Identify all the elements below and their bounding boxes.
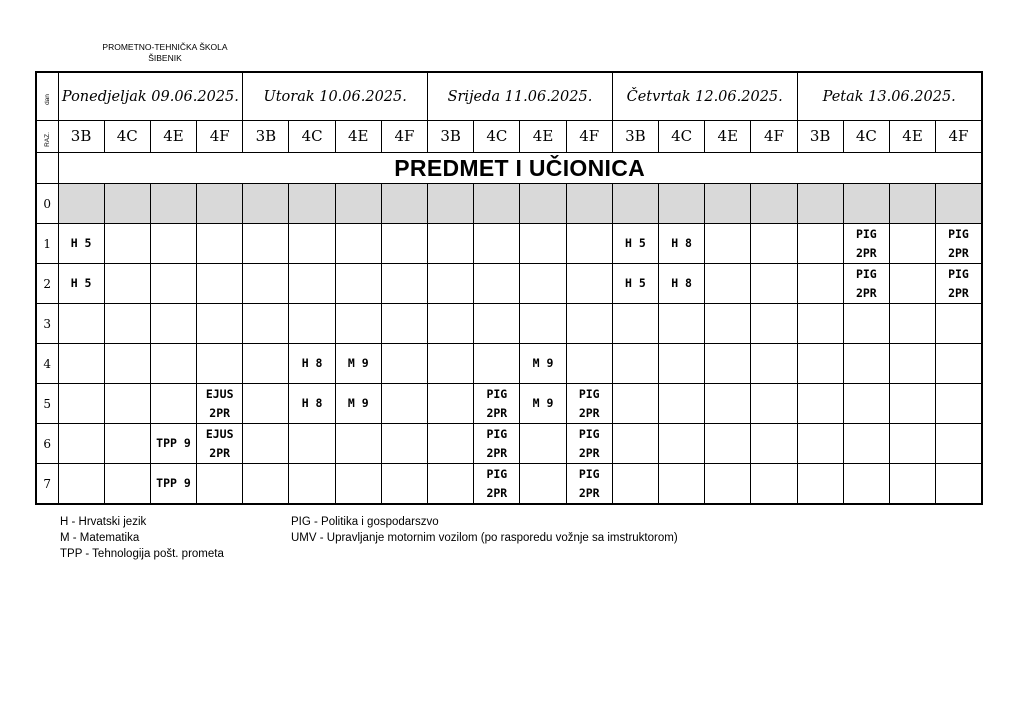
lesson-entry: TPP 9	[156, 436, 191, 450]
lesson-entry: H 5	[70, 276, 92, 290]
lesson-entry: PIG 2PR	[578, 386, 600, 420]
schedule-cell	[381, 384, 427, 424]
schedule-cell	[58, 464, 104, 505]
schedule-cell	[566, 424, 612, 464]
schedule-cell	[58, 304, 104, 344]
legend-item: TPP - Tehnologija pošt. prometa	[60, 548, 224, 560]
lesson-entry: PIG 2PR	[486, 466, 508, 500]
class-name: 4C	[855, 127, 877, 145]
title-row	[36, 153, 982, 184]
schedule-cell	[150, 384, 196, 424]
period-row	[36, 184, 982, 224]
class-name: 4C	[486, 127, 508, 145]
day-name: Srijeda 11.06.2025.	[447, 88, 593, 105]
schedule-cell	[843, 464, 889, 505]
schedule-cell	[659, 424, 705, 464]
schedule-cell	[58, 264, 104, 304]
lesson-entry: M 9	[347, 356, 369, 370]
schedule-cell	[243, 344, 289, 384]
schedule-cell	[243, 304, 289, 344]
schedule-cell	[612, 384, 658, 424]
schedule-cell	[474, 224, 520, 264]
lesson-entry: M 9	[532, 396, 554, 410]
schedule-cell	[104, 424, 150, 464]
period-number-cell	[36, 224, 58, 264]
schedule-cell	[659, 184, 705, 224]
schedule-cell	[520, 424, 566, 464]
lesson-entry: PIG 2PR	[855, 226, 877, 260]
schedule-cell	[335, 384, 381, 424]
class-name: 4C	[116, 127, 138, 145]
schedule-cell	[751, 464, 797, 505]
school-name: PROMETNO-TEHNIČKA ŠKOLA	[102, 42, 228, 52]
schedule-cell	[104, 464, 150, 505]
schedule-cell	[936, 384, 982, 424]
class-name: 4F	[209, 127, 230, 145]
schedule-cell	[612, 464, 658, 505]
schedule-cell	[428, 264, 474, 304]
schedule-cell	[520, 344, 566, 384]
schedule-cell	[58, 384, 104, 424]
schedule-cell	[520, 184, 566, 224]
legend-item: UMV - Upravljanje motornim vozilom (po rasporedu vožnje sa imstruktorom)	[291, 532, 678, 544]
schedule-cell	[335, 304, 381, 344]
class-header	[843, 121, 889, 153]
lesson-entry: H 8	[301, 356, 323, 370]
schedule-cell	[474, 344, 520, 384]
schedule-cell	[197, 224, 243, 264]
schedule-cell	[936, 224, 982, 264]
schedule-cell	[104, 184, 150, 224]
schedule-cell	[474, 384, 520, 424]
lesson-entry: EJUS 2PR	[205, 386, 234, 420]
schedule-cell	[566, 184, 612, 224]
class-label: RAZ.	[43, 131, 51, 147]
schedule-cell	[197, 384, 243, 424]
schedule-cell	[104, 384, 150, 424]
class-name: 3B	[625, 127, 646, 145]
day-label-cell	[36, 72, 58, 121]
schedule-cell	[104, 224, 150, 264]
schedule-cell	[659, 264, 705, 304]
day-header	[612, 72, 797, 121]
schedule-cell	[843, 384, 889, 424]
schedule-cell	[705, 304, 751, 344]
period-number-cell	[36, 424, 58, 464]
schedule-cell	[243, 264, 289, 304]
period-number: 2	[43, 276, 52, 291]
period-number-cell	[36, 184, 58, 224]
schedule-cell	[335, 464, 381, 505]
day-name: Ponedjeljak 09.06.2025.	[61, 88, 239, 105]
schedule-cell	[520, 264, 566, 304]
schedule-cell	[289, 384, 335, 424]
schedule-cell	[58, 424, 104, 464]
class-name: 4F	[948, 127, 969, 145]
class-name: 4E	[532, 127, 554, 145]
schedule-cell	[936, 464, 982, 505]
legend-item: H - Hrvatski jezik	[60, 516, 147, 528]
schedule-cell	[843, 224, 889, 264]
period-number: 3	[43, 316, 52, 331]
class-header	[889, 121, 935, 153]
class-name: 4E	[348, 127, 369, 145]
schedule-cell	[520, 304, 566, 344]
schedule-cell	[428, 424, 474, 464]
period-number-cell	[36, 344, 58, 384]
schedule-cell	[428, 184, 474, 224]
class-name: 4E	[163, 127, 184, 145]
schedule-cell	[797, 264, 843, 304]
schedule-cell	[381, 264, 427, 304]
schedule-cell	[751, 304, 797, 344]
schedule-table	[35, 71, 983, 505]
schedule-cell	[751, 424, 797, 464]
schedule-cell	[751, 264, 797, 304]
class-header	[58, 121, 104, 153]
schedule-cell	[289, 184, 335, 224]
schedule-cell	[289, 344, 335, 384]
schedule-cell	[612, 224, 658, 264]
lesson-entry: PIG 2PR	[948, 226, 969, 260]
schedule-cell	[243, 184, 289, 224]
schedule-cell	[659, 344, 705, 384]
schedule-cell	[889, 344, 935, 384]
period-number: 0	[43, 196, 52, 211]
class-name: 4F	[579, 127, 600, 145]
schedule-cell	[751, 384, 797, 424]
schedule-cell	[150, 424, 196, 464]
schedule-cell	[474, 264, 520, 304]
class-header	[289, 121, 335, 153]
schedule-cell	[705, 224, 751, 264]
legend-right	[291, 514, 678, 546]
day-label: dan	[43, 93, 51, 105]
schedule-cell	[936, 184, 982, 224]
legend-item: M - Matematika	[60, 532, 140, 544]
day-header	[58, 72, 243, 121]
schedule-cell	[889, 304, 935, 344]
class-header	[243, 121, 289, 153]
schedule-cell	[335, 424, 381, 464]
class-name: 4E	[902, 127, 923, 145]
class-header	[197, 121, 243, 153]
schedule-cell	[751, 344, 797, 384]
class-header	[474, 121, 520, 153]
schedule-cell	[566, 464, 612, 505]
schedule-cell	[197, 344, 243, 384]
period-row	[36, 264, 982, 304]
class-name: 3B	[809, 127, 831, 145]
schedule-cell	[150, 344, 196, 384]
schedule-cell	[243, 464, 289, 505]
schedule-cell	[659, 304, 705, 344]
class-header	[150, 121, 196, 153]
schedule-cell	[150, 464, 196, 505]
schedule-cell	[197, 184, 243, 224]
schedule-cell	[335, 264, 381, 304]
schedule-cell	[797, 464, 843, 505]
schedule-cell	[566, 224, 612, 264]
day-name: Petak 13.06.2025.	[822, 88, 956, 105]
period-number-cell	[36, 464, 58, 505]
schedule-cell	[612, 424, 658, 464]
lesson-entry: PIG 2PR	[486, 426, 508, 460]
schedule-cell	[705, 424, 751, 464]
schedule-cell	[566, 304, 612, 344]
schedule-cell	[289, 224, 335, 264]
period-row	[36, 464, 982, 505]
lesson-entry: TPP 9	[156, 476, 191, 490]
class-name: 3B	[70, 127, 92, 145]
class-header	[936, 121, 982, 153]
class-header	[381, 121, 427, 153]
schedule-cell	[335, 344, 381, 384]
schedule-cell	[843, 264, 889, 304]
period-number: 1	[43, 236, 52, 251]
schedule-cell	[843, 304, 889, 344]
period-row	[36, 304, 982, 344]
legend-left	[60, 514, 224, 562]
schedule-cell	[104, 344, 150, 384]
day-header	[243, 72, 428, 121]
lesson-entry: PIG 2PR	[578, 466, 600, 500]
schedule-cell	[381, 184, 427, 224]
schedule-cell	[843, 184, 889, 224]
class-label-cell	[36, 121, 58, 153]
class-header	[705, 121, 751, 153]
schedule-cell	[797, 384, 843, 424]
class-header	[612, 121, 658, 153]
class-header	[335, 121, 381, 153]
schedule-cell	[843, 424, 889, 464]
class-header	[104, 121, 150, 153]
title-blank-cell	[36, 153, 58, 184]
day-header	[797, 72, 982, 121]
schedule-cell	[58, 224, 104, 264]
schedule-cell	[289, 424, 335, 464]
period-number-cell	[36, 304, 58, 344]
schedule-cell	[150, 184, 196, 224]
school-header	[90, 42, 240, 64]
lesson-entry: PIG 2PR	[948, 266, 969, 300]
period-row	[36, 224, 982, 264]
schedule-cell	[889, 424, 935, 464]
day-header	[428, 72, 613, 121]
class-name: 4E	[717, 127, 739, 145]
class-name: 4C	[301, 127, 323, 145]
schedule-cell	[566, 264, 612, 304]
schedule-cell	[150, 224, 196, 264]
schedule-cell	[797, 184, 843, 224]
schedule-cell	[58, 344, 104, 384]
schedule-cell	[889, 184, 935, 224]
school-city: ŠIBENIK	[148, 53, 182, 63]
lesson-entry: PIG 2PR	[486, 386, 508, 420]
schedule-cell	[381, 464, 427, 505]
class-name: 4F	[763, 127, 784, 145]
schedule-cell	[150, 264, 196, 304]
schedule-cell	[705, 184, 751, 224]
schedule-cell	[243, 384, 289, 424]
schedule-body	[36, 72, 982, 504]
class-header	[428, 121, 474, 153]
period-number: 6	[43, 436, 52, 451]
schedule-cell	[889, 264, 935, 304]
lesson-entry: EJUS 2PR	[205, 426, 234, 460]
schedule-cell	[104, 264, 150, 304]
schedule-cell	[428, 224, 474, 264]
schedule-cell	[520, 384, 566, 424]
lesson-entry: H 5	[625, 236, 646, 250]
schedule-cell	[705, 384, 751, 424]
lesson-entry: H 8	[671, 276, 692, 290]
period-row	[36, 384, 982, 424]
period-number-cell	[36, 384, 58, 424]
lesson-entry: H 8	[671, 236, 692, 250]
schedule-cell	[428, 464, 474, 505]
schedule-cell	[889, 224, 935, 264]
schedule-cell	[289, 304, 335, 344]
lesson-entry: H 5	[625, 276, 646, 290]
period-number: 7	[43, 476, 52, 491]
schedule-cell	[474, 424, 520, 464]
lesson-entry: PIG 2PR	[855, 266, 877, 300]
period-number-cell	[36, 264, 58, 304]
schedule-cell	[58, 184, 104, 224]
schedule-cell	[797, 304, 843, 344]
schedule-cell	[705, 464, 751, 505]
schedule-cell	[936, 344, 982, 384]
schedule-cell	[797, 344, 843, 384]
schedule-cell	[335, 184, 381, 224]
class-header-row	[36, 121, 982, 153]
period-row	[36, 424, 982, 464]
table-title: PREDMET I UČIONICA	[394, 154, 646, 181]
schedule-cell	[936, 424, 982, 464]
schedule-cell	[104, 304, 150, 344]
schedule-cell	[289, 264, 335, 304]
schedule-cell	[659, 464, 705, 505]
schedule-cell	[381, 344, 427, 384]
period-row	[36, 344, 982, 384]
schedule-cell	[428, 384, 474, 424]
schedule-cell	[751, 184, 797, 224]
class-name: 3B	[255, 127, 277, 145]
class-header	[566, 121, 612, 153]
lesson-entry: M 9	[532, 356, 554, 370]
class-name: 4C	[671, 127, 693, 145]
schedule-cell	[705, 344, 751, 384]
schedule-cell	[428, 344, 474, 384]
schedule-cell	[474, 304, 520, 344]
period-number: 5	[43, 396, 52, 411]
schedule-cell	[705, 264, 751, 304]
schedule-cell	[150, 304, 196, 344]
schedule-cell	[197, 424, 243, 464]
legend-item: PIG - Politika i gospodarszvo	[291, 516, 439, 528]
schedule-cell	[566, 384, 612, 424]
class-header	[659, 121, 705, 153]
schedule-cell	[889, 464, 935, 505]
schedule-cell	[797, 224, 843, 264]
schedule-cell	[197, 264, 243, 304]
class-header	[751, 121, 797, 153]
schedule-cell	[797, 424, 843, 464]
schedule-cell	[243, 424, 289, 464]
schedule-cell	[659, 384, 705, 424]
table-title-cell	[58, 153, 982, 184]
schedule-cell	[381, 304, 427, 344]
lesson-entry: PIG 2PR	[578, 426, 600, 460]
schedule-cell	[612, 264, 658, 304]
class-name: 4F	[394, 127, 415, 145]
schedule-cell	[474, 464, 520, 505]
schedule-cell	[197, 304, 243, 344]
schedule-cell	[889, 384, 935, 424]
schedule-cell	[381, 424, 427, 464]
class-header	[797, 121, 843, 153]
schedule-cell	[520, 224, 566, 264]
day-name: Utorak 10.06.2025.	[263, 88, 407, 105]
schedule-cell	[289, 464, 335, 505]
schedule-cell	[197, 464, 243, 505]
schedule-cell	[843, 344, 889, 384]
class-header	[520, 121, 566, 153]
schedule-cell	[566, 344, 612, 384]
day-header-row	[36, 72, 982, 121]
schedule-cell	[612, 304, 658, 344]
schedule-cell	[243, 224, 289, 264]
schedule-cell	[381, 224, 427, 264]
lesson-entry: M 9	[347, 396, 369, 410]
day-name: Četvrtak 12.06.2025.	[626, 88, 783, 105]
schedule-cell	[612, 344, 658, 384]
schedule-cell	[474, 184, 520, 224]
schedule-cell	[335, 224, 381, 264]
schedule-cell	[659, 224, 705, 264]
schedule-cell	[520, 464, 566, 505]
lesson-entry: H 5	[70, 236, 92, 250]
schedule-cell	[936, 264, 982, 304]
schedule-cell	[428, 304, 474, 344]
schedule-cell	[612, 184, 658, 224]
schedule-cell	[751, 224, 797, 264]
schedule-cell	[936, 304, 982, 344]
lesson-entry: H 8	[301, 396, 323, 410]
period-number: 4	[43, 356, 52, 371]
class-name: 3B	[440, 127, 461, 145]
